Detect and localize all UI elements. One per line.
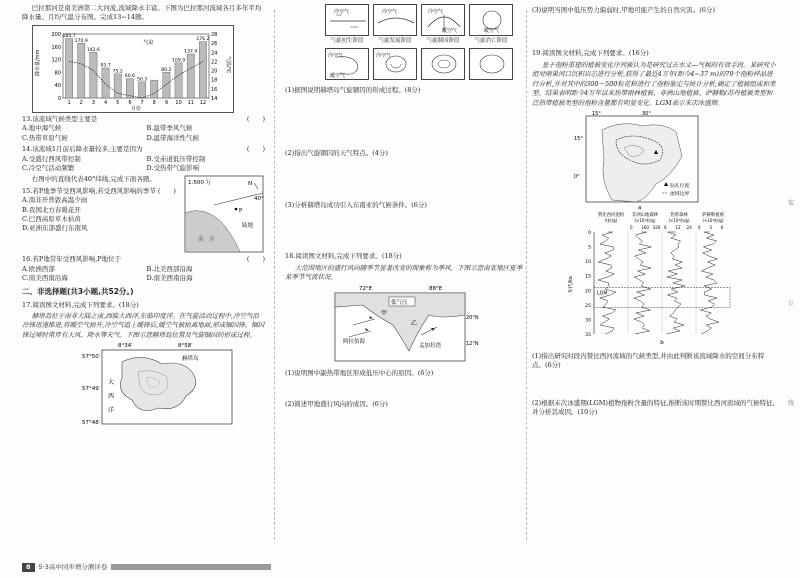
answer-area-q18-1[interactable]	[285, 378, 523, 398]
precip-bar	[90, 52, 97, 98]
month-tick-label: 10	[175, 99, 182, 106]
q14-option-c[interactable]: C.冷空气活动频繁	[22, 163, 75, 172]
month-tick-label: 1	[67, 99, 71, 106]
legend-drill-site: 钻孔位置	[670, 183, 690, 189]
page-footer	[22, 563, 271, 572]
cyc4-warm: 暖空气	[484, 28, 500, 34]
q18-map-lat-1: 20°N	[466, 314, 479, 321]
point-p-label: P	[239, 208, 243, 215]
cyc5-cold: 冷空气	[328, 52, 344, 59]
bar-value-label: 185.7	[62, 33, 76, 39]
bar-value-label: 176.2	[196, 36, 210, 42]
q16-option-a[interactable]: A.欧洲西部	[22, 264, 55, 273]
profile-column-unit: (×10³粒/g)	[702, 217, 724, 223]
low-pressure-label: 低气压	[391, 299, 408, 306]
age-tick-label: 30	[585, 318, 591, 324]
footer-bar	[111, 564, 271, 570]
q19-material: 基于孢粉重建的植被变化序列被认为是研究过去水文—气候的有效手段。某研究小组对刚果河口沉积岩芯进行分析,获得了最近4万年(距今4~37 m)的79个孢粉样品进行分析,并对其中的300～500粒花粉进行了孢粉鉴定与统计分析,确定了植被组成和类型。结果表明距今4万年以来热带雨林植被、非洲山地植被、萨赫勒/苏丹植被类型和泛热带植被类型的孢粉含量都有明显变化。LGM表示末次冰盛期。	[532, 60, 776, 107]
binding-mark-3: 线	[787, 400, 794, 407]
age-tick-label: 10	[585, 260, 591, 266]
left-tick-label: 200	[51, 31, 61, 38]
right-tick-label: 20	[211, 68, 218, 75]
profile-axis-value: 0	[664, 224, 667, 230]
map-lat-2: 57°49′	[82, 386, 100, 393]
precip-bar	[78, 43, 85, 98]
precip-bar	[126, 78, 133, 97]
profile-axis-value: 24	[686, 224, 692, 230]
fig-a-label: a	[638, 204, 642, 211]
climate-chart	[32, 25, 234, 113]
caption-stage-4: 气旋消亡阶段	[474, 38, 508, 44]
q16-option-c[interactable]: C.南美西南沿海	[22, 274, 68, 283]
cyclone-stage-5	[325, 48, 369, 80]
age-tick-label: 35	[585, 332, 591, 338]
column-divider-1	[274, 10, 275, 540]
sea-label-1: 大	[108, 379, 115, 387]
caption-stage-1: 气旋初生阶段	[330, 38, 364, 44]
y-axis-right-label: 气温/℃	[225, 55, 231, 74]
right-tick-label: 14	[211, 95, 218, 102]
q14-option-a[interactable]: A.受盛行西风带控制	[22, 154, 81, 163]
x-axis-label: 月份	[130, 105, 142, 112]
zambezi-basin-map	[572, 110, 702, 210]
precip-bar	[102, 68, 109, 98]
cyc3-cold: 冷空气	[428, 9, 444, 15]
q13-answer-bracket[interactable]: ( )	[246, 114, 265, 123]
q19-sub-1: (1)指出研究时段内赞比西河流域的气候类型,并由此判断该流域降水的空间分布特点。(6分)	[532, 351, 765, 370]
lgm-label: LGM	[597, 291, 608, 297]
bar-value-label: 50.3	[136, 77, 148, 83]
precip-bar	[199, 41, 206, 97]
q17-material: 赫塔岛位于南非大陆之南,西临大西洋,东临印度洋。在气旋活动过程中,冷空气沿冷锋迅速推进,将暖空气抬升,冷空气追上暖锋后,暖空气被抬离地面,形成锢囚锋。锢囚锋过境时常伴有大风、降水等天气。下图示意赫塔岛位置及气旋锢囚的形成过程。	[22, 311, 265, 339]
q18-sub-1: (1)说明图中副热带地区形成低压中心的原因。(6分)	[285, 368, 434, 377]
cyclone-stage-7	[421, 48, 465, 80]
y-axis-left-label: 降水量/mm	[35, 49, 41, 76]
profile-column-unit: (×10³粒/g)	[668, 217, 690, 223]
age-tick-label: 20	[585, 289, 591, 295]
q15-answer-bracket[interactable]: ( )	[157, 186, 176, 195]
q16-option-d[interactable]: D.南美西南沿海	[146, 274, 193, 283]
legend-basin-boundary: 流域边界	[670, 191, 690, 197]
q15-option-d[interactable]: D.亚洲东部盛行东南风	[22, 224, 88, 233]
bar-value-label: 109.9	[172, 58, 186, 64]
temp-curve-label: 气温	[143, 39, 154, 46]
answer-area-q18-3[interactable]	[532, 15, 776, 49]
precip-bar	[114, 74, 121, 98]
q18-heading: 18.阅读图文材料,完成下列要求。(18分)	[285, 252, 402, 261]
pollen-profile-chart	[568, 210, 738, 348]
column-divider-2	[526, 10, 527, 540]
cyclone-stage-6	[373, 48, 417, 80]
q18-map-lat-2: 12°N	[466, 340, 479, 347]
q17-heading: 17.阅读图文材料,完成下列要求。(18分)	[22, 300, 139, 309]
profile-column-header: 非洲山地森林	[631, 212, 659, 218]
profile-column-unit: (×10³粒/g)	[634, 217, 656, 223]
right-tick-label: 28	[211, 31, 218, 38]
precip-bar	[138, 82, 145, 98]
q18-map-lon-1: 72°E	[359, 285, 373, 292]
right-tick-label: 26	[211, 40, 218, 47]
column-left	[22, 4, 265, 544]
cyc2-cold: 冷空气	[382, 9, 398, 15]
question-15	[22, 187, 180, 234]
bay-of-bengal-label: 孟加拉湾	[419, 342, 442, 349]
answer-area-q17-1[interactable]	[285, 95, 523, 147]
q14-option-b[interactable]: B.受赤道低压带控制	[146, 154, 206, 163]
left-tick-label: 40	[54, 83, 61, 90]
pollen-curve	[598, 232, 616, 334]
q13-option-c[interactable]: C.热带草原气候	[22, 133, 68, 142]
month-tick-label: 6	[128, 99, 132, 106]
sea-label-2: 西	[108, 393, 115, 401]
cyclone-stage-8	[469, 48, 513, 80]
q15-option-a[interactable]: A.南非开普敦高温少雨	[22, 196, 88, 205]
answer-area-q19-1[interactable]	[532, 371, 776, 397]
cyclone-stage-2	[373, 4, 417, 36]
q13-intro: 巴拉那河是南美洲第二大河流,流域降水丰富。下图为巴拉那河流域各月多年平均降水量、月均气温分布图。完成13~14题。	[22, 4, 262, 22]
age-tick-label: 15	[585, 274, 591, 280]
profile-axis-value: 0	[630, 224, 633, 230]
q18-sub-3: (3)说明当图中低压势力偏弱时,甲地可能产生的自然灾害。(6分)	[532, 6, 715, 14]
lat40-map	[184, 175, 264, 253]
binding-mark-1: 装	[787, 200, 794, 207]
question-14	[22, 145, 265, 173]
q15-intro: 右图中的直线代表40°纬线,完成下面各题。	[31, 175, 156, 184]
q18-label-yi: 乙	[411, 319, 418, 327]
q15-option-c[interactable]: C.巴西高原草木枯黄	[22, 215, 81, 224]
profile-column-header: 热带森林	[670, 212, 688, 218]
map-lat-0: 0°	[574, 173, 580, 180]
sea-label-3: 洋	[108, 407, 115, 415]
pollen-curve	[701, 232, 719, 334]
age-tick-label: 0	[588, 230, 591, 236]
cyc5-warm: 暖空气	[330, 72, 346, 79]
q14-answer-bracket[interactable]: ( )	[246, 145, 265, 154]
bar-value-label: 80.2	[161, 67, 172, 73]
precip-bar	[163, 72, 170, 98]
bar-value-label: 170.9	[74, 38, 88, 44]
question-16	[22, 255, 265, 283]
map-lat-3: 57°48′	[82, 420, 100, 427]
profile-axis-value: 160	[641, 224, 649, 230]
q14-stem: 14.该流域1月前后降水量较多,主要是因为	[22, 145, 143, 154]
q18-material: 大范围地区的盛行风向随季节显著改变的现象称为季风。下图示意南亚地区夏季某季节气流状况。	[285, 263, 523, 282]
lat-40-label: 40°	[254, 196, 264, 203]
bar-value-label: 60.6	[124, 73, 136, 79]
month-tick-label: 12	[199, 99, 207, 106]
q13-option-d[interactable]: D.温带海洋性气候	[146, 133, 200, 142]
cyc3-warm: 暖空气	[442, 28, 458, 34]
left-tick-label: 120	[51, 57, 61, 64]
island-label: 赫塔岛	[182, 356, 199, 363]
month-tick-label: 8	[152, 99, 156, 106]
q16-option-b[interactable]: B.北美西部沿海	[146, 264, 193, 273]
column-middle	[285, 4, 523, 544]
left-tick-label: 80	[54, 70, 61, 77]
month-tick-label: 7	[140, 99, 144, 106]
binding-mark-2: 订	[787, 300, 794, 307]
cyclone-stage-1	[325, 4, 369, 36]
north-arrow-label: N	[248, 181, 253, 188]
month-tick-label: 5	[116, 99, 120, 106]
column-right	[532, 4, 776, 544]
arabian-sea-label: 阿拉伯海	[343, 338, 366, 345]
answer-area-q17-3[interactable]	[285, 210, 523, 252]
q19-heading: 19.阅读图文材料,完成下列要求。(16分)	[532, 49, 649, 58]
map-lon-15: 15°	[592, 110, 601, 117]
month-tick-label: 3	[91, 99, 96, 106]
month-tick-label: 4	[103, 99, 108, 106]
map-lon-30: 30°	[642, 110, 651, 117]
month-tick-label: 9	[164, 99, 169, 106]
profile-axis-value: 12	[675, 224, 681, 230]
age-tick-label: 5	[588, 245, 591, 251]
pollen-curve	[634, 232, 651, 334]
right-tick-label: 16	[211, 86, 218, 93]
q17-sub-2: (2)指出气旋锢囚的天气特点。(4分)	[285, 149, 388, 158]
land-label: 陆地	[242, 223, 254, 230]
age-tick-label: 25	[585, 303, 591, 309]
series-title: 5·3高中同步增分测评卷	[38, 562, 108, 571]
q13-option-a[interactable]: A.地中海气候	[22, 124, 62, 133]
q18-label-jia: 甲	[381, 309, 388, 317]
caption-stage-2: 气旋发展阶段	[378, 38, 412, 44]
section-2-heading: 二、非选择题(共3小题,共52分。)	[22, 286, 134, 296]
question-13	[22, 115, 265, 143]
cyclone-stages-figure	[325, 4, 523, 80]
bar-value-label: 142.6	[86, 47, 100, 53]
right-tick-label: 24	[211, 50, 218, 57]
precip-bar	[175, 63, 182, 98]
map-lon-1: 8°34′	[118, 343, 133, 350]
precip-bar	[187, 54, 194, 98]
bar-value-label: 137.4	[184, 49, 198, 55]
map-scale: 1:500 万	[188, 180, 212, 187]
q17-sub-3: (3)分析赫塔岛成功引入东南亚的气候条件。(6分)	[285, 200, 427, 209]
left-tick-label: 0	[57, 95, 61, 102]
q13-option-b[interactable]: B.温带季风气候	[146, 124, 193, 133]
cyclone-stage-4	[469, 4, 513, 36]
q18-sub-2: (2)简述甲地盛行风向的成因。(6分)	[285, 399, 388, 408]
pollen-curve	[666, 232, 685, 334]
fig-b-label: b	[660, 339, 664, 346]
q18-map-lon-2: 88°E	[429, 285, 443, 292]
bar-value-label: 93.7	[100, 63, 111, 69]
profile-column-unit: /(粒/g)	[604, 217, 618, 223]
q14-option-d[interactable]: D.受热带气旋影响	[146, 163, 200, 172]
profile-axis-value: 6	[720, 224, 724, 230]
profile-column-header: 萨赫勒植被	[702, 212, 724, 218]
bar-value-label: 75.2	[112, 69, 123, 75]
left-tick-label: 160	[51, 44, 61, 51]
answer-area-q17-2[interactable]	[285, 159, 523, 199]
map-lat-15s: 15°	[574, 135, 583, 142]
map-lon-2: 8°58′	[178, 343, 193, 350]
right-tick-label: 22	[211, 59, 218, 66]
profile-axis-value: 3	[709, 224, 712, 230]
q17-sub-1: (1)据图说明赫塔岛气旋锢囚的形成过程。(8分)	[285, 85, 421, 94]
q15-option-b[interactable]: B.我国北方春暖花开	[22, 205, 81, 214]
q16-answer-bracket[interactable]: ( )	[246, 255, 265, 264]
q16-stem: 16.若P地常年受西风影响,P地位于	[22, 255, 122, 264]
herta-island-map	[82, 342, 242, 428]
q13-stem: 13.该流域气候类型主要是	[22, 114, 98, 123]
page-number: 8	[22, 563, 35, 572]
profile-column-header: 赞比西河孢粉	[597, 212, 625, 218]
q19-sub-2: (2)根据末次冰盛期(LGM)植物孢粉含量的特征,推断该时期赞比西河流域的气候特征,并分析其成因。(10分)	[532, 398, 775, 417]
precip-bar	[151, 80, 158, 98]
south-asia-map	[325, 285, 479, 365]
month-tick-label: 11	[187, 99, 194, 106]
sea-label: 海 洋	[198, 237, 215, 244]
cyc1-cold: 冷空气	[334, 9, 350, 15]
month-tick-label: 2	[79, 99, 83, 106]
q15-stem: 15.若P地季节受西风影响,若受西风影响的季节	[22, 186, 156, 195]
profile-axis-value: 0	[698, 224, 701, 230]
caption-stage-3: 气旋锢囚阶段	[426, 38, 460, 44]
map-lat-1: 57°50′	[82, 354, 100, 361]
right-tick-label: 18	[211, 77, 218, 84]
precip-bar	[65, 38, 72, 97]
profile-axis-value: 320	[652, 224, 661, 230]
cyclone-stage-3	[421, 4, 465, 36]
age-axis-label: 年代/ka	[569, 276, 574, 293]
cyc6-cold: 冷空气	[376, 52, 392, 59]
